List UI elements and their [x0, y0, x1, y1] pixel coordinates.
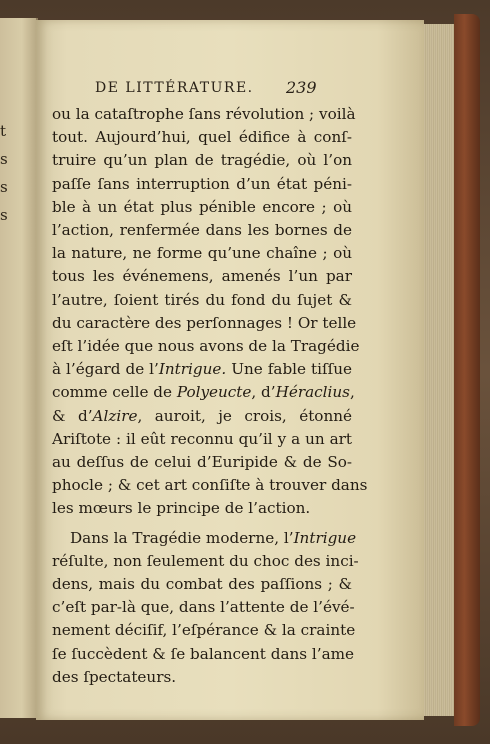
text-line: dens, mais du combat des paſſions ; &: [52, 575, 352, 593]
text-line: la nature, ne forme qu’une chaîne ; où: [52, 244, 352, 263]
text-run: & d’: [52, 406, 93, 425]
text-run: comme celle de: [52, 383, 177, 402]
text-line: tout. Aujourd’hui, quel édifice à conſ-: [52, 128, 352, 147]
text-line: truire qu’un plan de tragédie, où l’on: [52, 151, 352, 170]
text-line: du caractère des perſonnages ! Or telle: [52, 313, 357, 332]
text-run: Dans la Tragédie moderne, l’: [70, 528, 294, 547]
text-run: , auroit, je crois, étonné: [137, 406, 352, 425]
facing-page-fragment: s: [0, 150, 8, 168]
text-line: [52, 381, 355, 404]
facing-page-fragment: t: [0, 122, 7, 140]
italic-title: Polyeucte: [176, 383, 252, 402]
text-line: ſe ſuccèdent & ſe balancent dans l’ame: [52, 644, 355, 663]
facing-page-edge: [0, 18, 38, 718]
text-line: réſulte, non ſeulement du choc des inci-: [52, 551, 359, 570]
text-line: [70, 527, 357, 550]
text-line: les mœurs le principe de l’action.: [52, 499, 311, 518]
text-line: Ariſtote : il eût reconnu qu’il y a un art: [52, 429, 352, 448]
text-line: l’autre, ſoient tirés du fond du ſujet &: [52, 290, 352, 309]
text-line: ou la cataſtrophe ſans révolution ; voilà: [52, 105, 356, 123]
text-line: ble à un état plus pénible encore ; où: [52, 197, 352, 216]
text-run: , d’: [251, 383, 276, 402]
text-line: des ſpectateurs.: [52, 667, 177, 686]
italic-title: Alzire: [92, 406, 138, 425]
page-block-edge: [424, 24, 454, 716]
text-run: ,: [349, 383, 355, 402]
text-line: l’action, renfermée dans les bornes de: [52, 221, 352, 239]
italic-title: Héraclius: [275, 383, 350, 402]
text-line: [52, 405, 352, 428]
text-line: au deſſus de celui d’Euripide & de So-: [52, 453, 352, 471]
text-line: c’eſt par-là que, dans l’attente de l’évé-: [52, 598, 355, 617]
text-line: [52, 358, 352, 381]
facing-page-fragment: s: [0, 178, 8, 196]
facing-page-fragment: s: [0, 206, 8, 224]
text-line: eſt l’idée que nous avons de la Tragédie: [52, 337, 360, 355]
text-line: tous les événemens, amenés l’un par: [52, 267, 352, 286]
running-title: DE LITTÉRATURE.: [95, 80, 254, 96]
text-line: paſſe ſans interruption d’un état péni-: [52, 174, 352, 193]
text-run: Une fable tiſſue: [226, 360, 352, 379]
text-line: phocle ; & cet art conſiſte à trouver dans: [52, 476, 368, 495]
page-number: 239: [286, 78, 317, 97]
italic-title: Intrigue.: [158, 360, 227, 379]
text-line: nement déciſif, l’eſpérance & la crainte: [52, 621, 356, 640]
italic-title: Intrigue: [293, 528, 357, 547]
text-run: à l’égard de l’: [52, 360, 159, 379]
book-cover-edge: [454, 14, 480, 726]
